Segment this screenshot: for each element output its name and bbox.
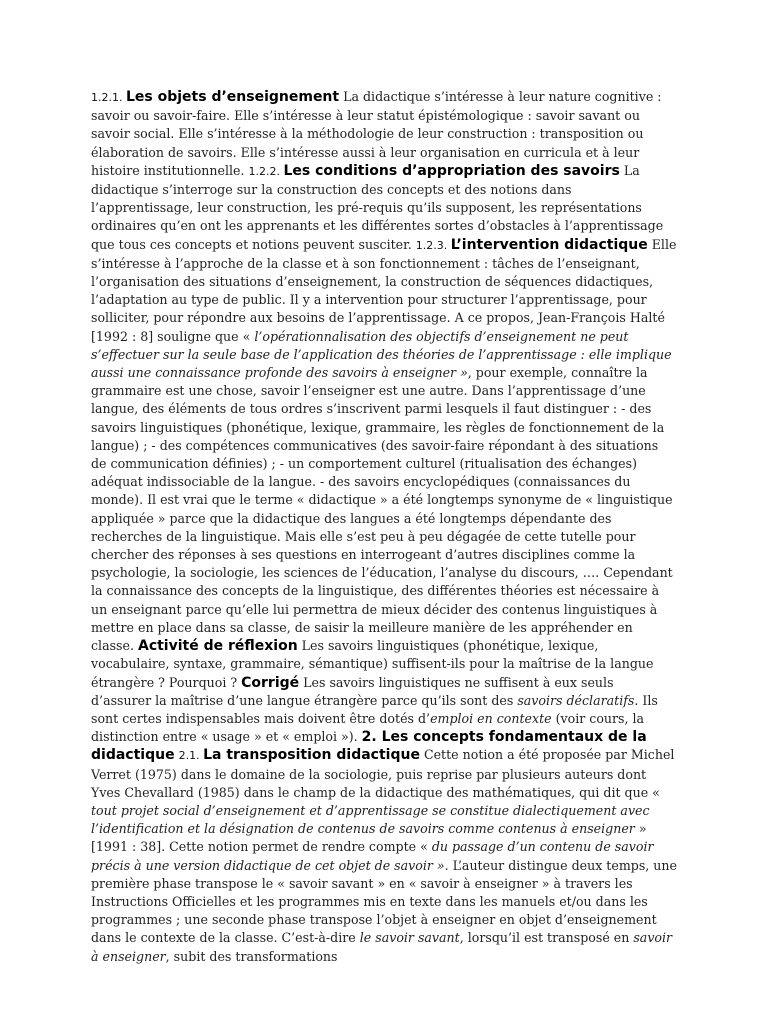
section-heading: Corrigé [241, 674, 300, 691]
section-number: 1.2.2. [248, 164, 284, 178]
section-number: 1.2.1. [91, 91, 126, 104]
section-heading: 2. Les concepts fondamentaux de la didactique [91, 729, 647, 764]
section-number: 1.2.3. [415, 238, 451, 252]
text-run: La didactique s’interroge sur la construction des concepts et des notions dans l’apprentissage, leur construction, les pré-requis qu’ils supposent, les représentations ordinaires qu’en ont les apprenants et les différentes sortes d’obstacles à l’apprentissage que tous ces concepts et notions peuvent susciter. [91, 162, 664, 252]
text-run: Elle s’intéresse à l’approche de la classe et à son fonctionnement : tâches de l’enseignant, l’organisation des situations d’enseignement, la construction de séquences didactiques, l’adaptation au type de public. Il y a intervention pour structurer l’apprentissage, pour solliciter, pour répondre aux besoins de l’apprentissage. A ce propos, Jean-François Halté [1992 : 8] souligne que « [91, 236, 677, 344]
italic-quote: le savoir savant [359, 930, 460, 946]
text-run: Cette notion a été proposée par Michel Verret (1975) dans le domaine de la sociologie, puis reprise par plusieurs auteurs dont Yves Chevallard (1985) dans le champ de la didactique des mathématiques, qui dit que « [91, 747, 675, 800]
section-heading: Les conditions d’appropriation des savoirs [283, 162, 620, 179]
section-heading: L’intervention didactique [450, 236, 648, 253]
text-run: Les savoirs linguistiques ne suffisent à eux seuls d’assurer la maîtrise d’une langue étrangère parce qu’ils sont des [91, 674, 614, 708]
text-run: » [1991 : 38]. Cette notion permet de rendre compte « [91, 821, 647, 855]
text-run: . L’auteur distingue deux temps, une première phase transpose le « savoir savant » en « savoir à enseigner » à travers les Instructions Officielles et les programmes mis en texte dans les manuels et/ou dans les programmes ; une seconde phase transpose l’objet à enseigner en objet d’enseignement dans le contexte de la classe. C’est-à-dire [91, 857, 677, 946]
section-heading: Les objets d’enseignement [125, 89, 340, 105]
text-run: . Ils sont certes indispensables mais doivent être dotés d’ [91, 692, 658, 726]
text-run: , lorsqu’il est transposé en [459, 930, 634, 946]
body-paragraph [91, 88, 677, 966]
section-heading: Activité de réflexion [137, 638, 298, 655]
section-heading: La transposition didactique [203, 747, 420, 764]
text-run: Les savoirs linguistiques (phonétique, lexique, vocabulaire, syntaxe, grammaire, sémantique) suffisent-ils pour la maîtrise de la langue étrangère ? Pourquoi ? [91, 638, 654, 690]
text-run: , pour exemple, connaître la grammaire est une chose, savoir l’enseigner est une autre. Dans l’apprentissage d’une langue, des éléments de tous ordres s’inscrivent parmi lesquels il faut distinguer : - des savoirs linguistiques (phonétique, lexique, grammaire, les règles de fonctionnement de la langue) ; - des compétences communicatives (des savoir-faire répondant à des situations de communication définies) ; - un comportement culturel (ritualisation des échanges) adéquat indissociable de la langue. - des savoirs encyclopédiques (connaissances du monde). Il est vrai que le terme « didactique » a été longtemps synonyme de « linguistique appliquée » parce que la didactique des langues a été longtemps dépendante des recherches de la linguistique. Mais elle s’est peu à peu dégagée de cette tutelle pour chercher des réponses à ses questions en interrogeant d’autres disciplines comme la psychologie, la sociologie, les sciences de l’éducation, l’analyse du discours, …. Cependant la connaissance des concepts de la linguistique, des différentes théories est nécessaire à un enseignant parce qu’elle lui permettra de mieux décider des contenus linguistiques à mettre en place dans sa classe, de saisir la meilleure manière de les appréhender en classe. [91, 365, 673, 654]
italic-quote: tout projet social d’enseignement et d’apprentissage se constitue dialectiquement avec l’identification et la désignation de contenus de savoirs comme contenus à enseigner [91, 802, 650, 837]
italic-quote: savoirs déclaratifs [517, 692, 635, 708]
text-run: La didactique s’intéresse à leur nature cognitive : savoir ou savoir-faire. Elle s’intéresse à leur statut épistémologique : savoir savant ou savoir social. Elle s’intéresse à la méthodologie de leur construction : transposition ou élaboration de savoirs. Elle s’intéresse aussi à leur organisation en curricula et à leur histoire institutionnelle. [91, 89, 662, 178]
italic-quote: savoir à enseigner [91, 930, 673, 964]
italic-quote: emploi en contexte [430, 710, 552, 726]
italic-quote: du passage d’un contenu de savoir précis à une version didactique de cet objet de savoir » [91, 839, 654, 873]
document-page [91, 88, 677, 966]
italic-quote: l’opérationnalisation des objectifs d’enseignement ne peut s’effectuer sur la seule base de l’application des théories de l’apprentissage : elle implique aussi une connaissance profonde des savoirs à enseigner » [91, 328, 672, 381]
section-number: 2.1. [178, 749, 204, 763]
text-run: , subit des transformations [165, 948, 338, 964]
text-run: (voir cours, la distinction entre « usage » et « emploi »). [91, 710, 645, 745]
